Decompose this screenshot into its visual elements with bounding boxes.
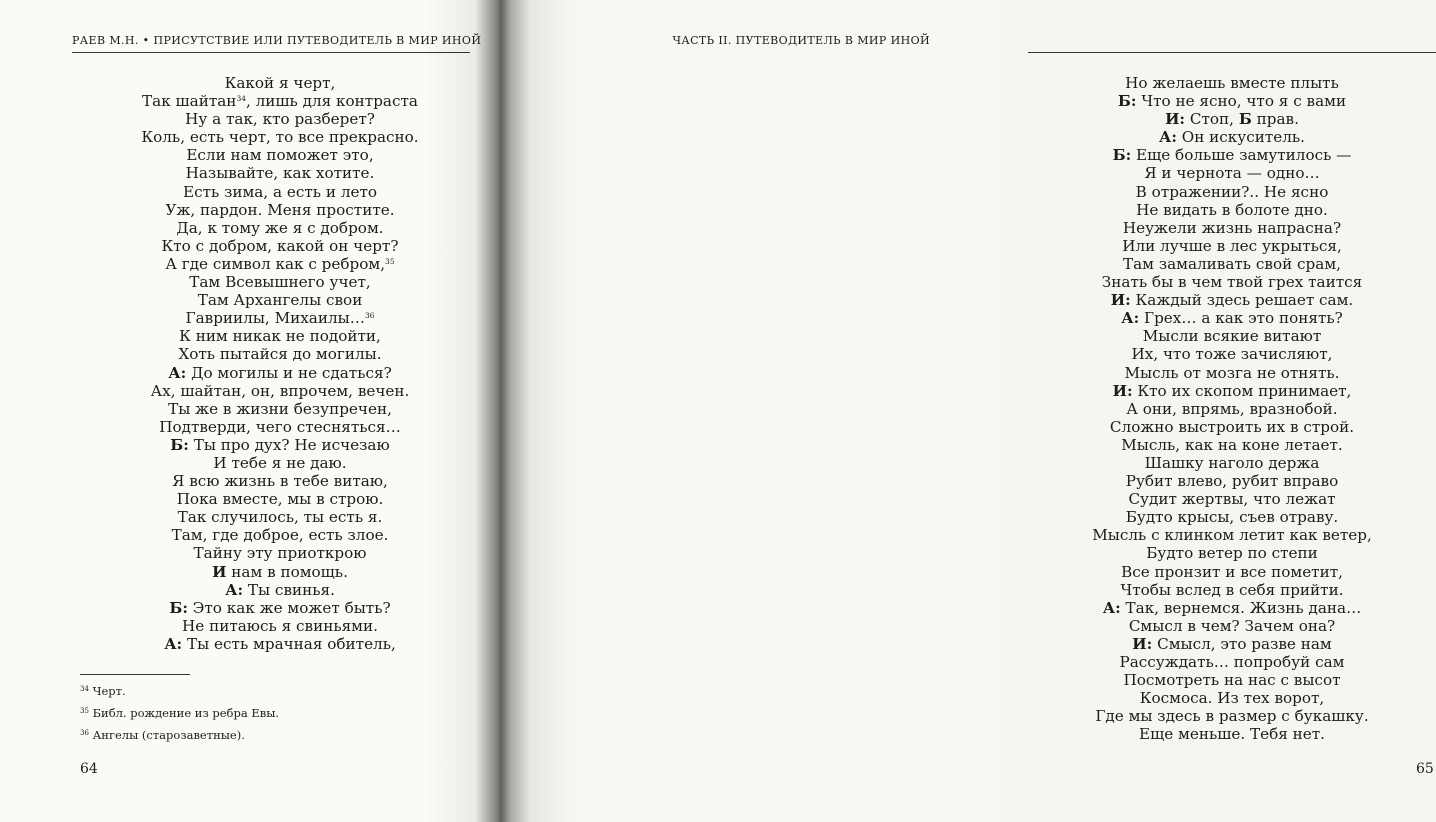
line-text: Я всю жизнь в тебе витаю, — [172, 472, 388, 491]
line-text: Рубит влево, рубит вправо — [1125, 472, 1339, 491]
footnote-text: Библ. рождение из ребра Евы. — [88, 706, 280, 720]
line-text: Пока вместе, мы в строю. — [176, 490, 384, 509]
line-text: Это как же может быть? — [187, 598, 391, 617]
verse-line — [86, 526, 474, 544]
verse-line — [86, 635, 474, 653]
line-text: Кто с добром, какой он черт? — [161, 236, 399, 255]
line-text: Все пронзит и все пометит, — [1121, 562, 1343, 581]
line-text: нам в помощь. — [226, 562, 348, 581]
line-text: А они, впрямь, вразнобой. — [1126, 399, 1338, 418]
verse-line — [86, 581, 474, 599]
line-text: Он искуситель. — [1176, 128, 1306, 147]
verse-line — [1030, 237, 1434, 255]
speaker-label: И: — [1112, 381, 1133, 400]
verse-line — [1030, 164, 1434, 182]
verse-line — [1030, 201, 1434, 219]
speaker-label: А: — [1102, 598, 1121, 617]
left-page — [0, 0, 500, 822]
line-text: Не питаюсь я свиньями. — [182, 616, 378, 635]
speaker-label: И — [212, 562, 227, 581]
line-text: Судит жертвы, что лежат — [1128, 490, 1336, 509]
verse-line — [86, 237, 474, 255]
line-text: прав. — [1251, 110, 1299, 129]
line-text: Но желаешь вместе плыть — [1125, 74, 1339, 92]
line-text: Если нам поможет это, — [186, 146, 374, 165]
line-text: Не видать в болоте дно. — [1136, 200, 1328, 219]
speaker-label: А: — [225, 580, 244, 599]
line-text: Где мы здесь в размер с букашку. — [1095, 707, 1369, 726]
verse-line — [86, 92, 474, 110]
footnote — [80, 706, 279, 721]
line-text: Что не ясно, что я с вами — [1136, 92, 1347, 111]
verse-line — [86, 508, 474, 526]
verse-line — [1030, 364, 1434, 382]
line-text: Будто крысы, съев отраву. — [1125, 508, 1339, 527]
right-page — [500, 0, 1434, 822]
speaker-label: А: — [1158, 128, 1177, 147]
line-text: Ах, шайтан, он, впрочем, вечен. — [150, 381, 410, 400]
verse-line — [1030, 508, 1434, 526]
verse-line — [1030, 255, 1434, 273]
speaker-label: А: — [168, 363, 187, 382]
verse-line — [86, 563, 474, 581]
line-text: Есть зима, а есть и лето — [182, 182, 378, 201]
footnote-ref: 35 — [385, 256, 395, 266]
verse-line — [1030, 273, 1434, 291]
verse-line — [86, 418, 474, 436]
line-text: Смысл в чем? Зачем она? — [1128, 616, 1336, 635]
line-text: Подтверди, чего стесняться… — [159, 417, 401, 436]
footnote-ref: 34 — [236, 94, 246, 104]
footnote — [80, 728, 279, 743]
verse-line — [1030, 436, 1434, 454]
line-text: Тайну эту приоткрою — [193, 544, 367, 563]
header-rule — [1028, 52, 1436, 53]
verse-line — [86, 201, 474, 219]
verse-line — [86, 255, 474, 273]
line-text: Уж, пардон. Меня простите. — [165, 200, 395, 219]
verse-line — [1030, 472, 1434, 490]
verse-line — [86, 599, 474, 617]
verse-line — [86, 183, 474, 201]
verse-line — [1030, 599, 1434, 617]
line-text: Ты про дух? Не исчезаю — [188, 435, 390, 454]
speaker-label: И: — [1132, 634, 1153, 653]
verse-line — [1030, 400, 1434, 418]
line-text: Гавриилы, Михаилы… — [185, 309, 365, 328]
line-text: Неужели жизнь напрасна? — [1122, 218, 1342, 237]
line-text: Мысль от мозга не отнять. — [1124, 363, 1340, 382]
verse-line — [1030, 128, 1434, 146]
line-text: Там Архангелы свои — [197, 291, 363, 310]
left-running-head: РАЕВ М.Н. • ПРИСУТСТВИЕ ИЛИ ПУТЕВОДИТЕЛЬ В МИР ИНОЙ — [72, 34, 482, 47]
verse-line — [86, 110, 474, 128]
line-text: Да, к тому же я с добром. — [176, 218, 384, 237]
right-running-head: ЧАСТЬ II. ПУТЕВОДИТЕЛЬ В МИР ИНОЙ — [672, 34, 930, 47]
line-text: Их, что тоже зачисляют, — [1131, 345, 1333, 364]
footnote-separator — [80, 674, 190, 675]
line-text: И тебе я не даю. — [213, 453, 347, 472]
verse-line — [1030, 635, 1434, 653]
verse-line — [86, 219, 474, 237]
verse-line — [1030, 725, 1434, 743]
footnotes — [80, 684, 279, 750]
line-text: Там замаливать свой срам, — [1123, 254, 1341, 273]
verse-line — [1030, 74, 1434, 92]
line-text: Кто их скопом принимает, — [1132, 381, 1352, 400]
poem-text — [86, 74, 474, 653]
verse-line — [86, 327, 474, 345]
verse-line — [86, 400, 474, 418]
line-text: Еще меньше. Тебя нет. — [1139, 725, 1325, 744]
speaker-label: Б: — [170, 435, 189, 454]
verse-line — [86, 128, 474, 146]
footnote-number: 34 — [80, 685, 89, 693]
page-number: 65 — [1416, 761, 1434, 777]
verse-line — [1030, 617, 1434, 635]
line-text: Грех… а как это понять? — [1139, 309, 1343, 328]
verse-line — [1030, 327, 1434, 345]
line-text: Ты свинья. — [243, 580, 335, 599]
line-text: Посмотреть на нас с высот — [1123, 671, 1341, 690]
verse-line — [86, 472, 474, 490]
line-text: Стоп, — [1185, 110, 1239, 129]
verse-line — [1030, 689, 1434, 707]
line-text: Хоть пытайся до могилы. — [178, 345, 382, 364]
line-text: Ну а так, кто разберет? — [185, 110, 375, 129]
line-text: До могилы и не сдаться? — [186, 363, 392, 382]
line-text: Ты же в жизни безупречен, — [168, 399, 392, 418]
footnote — [80, 684, 279, 699]
verse-line — [1030, 526, 1434, 544]
line-text: Каждый здесь решает сам. — [1130, 291, 1354, 310]
line-text: Называйте, как хотите. — [185, 164, 375, 183]
verse-line — [1030, 345, 1434, 363]
verse-line — [1030, 671, 1434, 689]
line-text: Чтобы вслед в себя прийти. — [1120, 580, 1344, 599]
verse-line — [86, 345, 474, 363]
verse-line — [1030, 581, 1434, 599]
line-text: Так шайтан — [142, 92, 237, 111]
verse-line — [1030, 92, 1434, 110]
verse-line — [86, 146, 474, 164]
verse-line — [86, 544, 474, 562]
verse-line — [86, 291, 474, 309]
verse-line — [1030, 563, 1434, 581]
verse-line — [1030, 418, 1434, 436]
verse-line — [1030, 146, 1434, 164]
line-text: Будто ветер по степи — [1146, 544, 1318, 563]
verse-line — [86, 364, 474, 382]
verse-line — [1030, 382, 1434, 400]
footnote-number: 35 — [80, 707, 89, 715]
line-text: Рассуждать… попробуй сам — [1119, 653, 1345, 671]
speaker-label: А: — [164, 634, 183, 653]
footnote-text: Черт. — [88, 684, 126, 698]
verse-line — [1030, 219, 1434, 237]
line-text: Так случилось, ты есть я. — [177, 508, 383, 527]
verse-line — [86, 617, 474, 635]
speaker-label: А: — [1121, 309, 1140, 328]
line-text: , лишь для контраста — [245, 92, 418, 111]
line-text: Мысль с клинком летит как ветер, — [1092, 526, 1372, 545]
verse-line — [86, 490, 474, 508]
line-text: Знать бы в чем твой грех таится — [1101, 273, 1363, 292]
line-text: Сложно выстроить их в строй. — [1109, 417, 1355, 436]
verse-line — [1030, 490, 1434, 508]
speaker-label: Б: — [1117, 92, 1137, 111]
speaker-label: Б: — [169, 598, 188, 617]
line-text: Я и чернота — одно… — [1144, 164, 1320, 183]
line-text: Космоса. Из тех ворот, — [1139, 689, 1325, 708]
verse-line — [1030, 291, 1434, 309]
verse-line — [86, 382, 474, 400]
line-text: Или лучше в лес укрыться, — [1122, 236, 1342, 255]
line-text: К ним никак не подойти, — [179, 327, 381, 346]
poem-text — [1030, 74, 1434, 743]
verse-line — [1030, 183, 1434, 201]
speaker-label: Б: — [1112, 146, 1132, 165]
line-text: Какой я черт, — [224, 74, 336, 92]
line-text: А где символ как с ребром, — [165, 254, 386, 273]
line-text: Мысли всякие витают — [1142, 327, 1322, 346]
verse-line — [1030, 653, 1434, 671]
line-text: Мысль, как на коне летает. — [1121, 435, 1343, 454]
verse-line — [86, 454, 474, 472]
verse-line — [86, 309, 474, 327]
line-text: Шашку наголо держа — [1144, 453, 1320, 472]
verse-line — [86, 164, 474, 182]
line-text: Ты есть мрачная обитель, — [182, 634, 396, 653]
verse-line — [86, 436, 474, 454]
footnote-number: 36 — [80, 729, 89, 737]
line-text: В отражении?.. Не ясно — [1135, 182, 1329, 201]
verse-line — [1030, 309, 1434, 327]
speaker-label: Б — [1238, 110, 1252, 129]
line-text: Смысл, это разве нам — [1152, 634, 1332, 653]
page-number: 64 — [80, 761, 98, 777]
verse-line — [1030, 707, 1434, 725]
verse-line — [1030, 544, 1434, 562]
verse-line — [1030, 454, 1434, 472]
line-text: Так, вернемся. Жизнь дана… — [1120, 598, 1362, 617]
line-text: Еще больше замутилось — — [1131, 146, 1352, 165]
verse-line — [1030, 110, 1434, 128]
speaker-label: И: — [1110, 291, 1131, 310]
verse-line — [86, 74, 474, 92]
line-text: Там, где доброе, есть злое. — [171, 526, 389, 545]
verse-line — [86, 273, 474, 291]
header-rule — [72, 52, 470, 53]
line-text: Там Всевышнего учет, — [189, 273, 371, 292]
speaker-label: И: — [1165, 110, 1186, 129]
line-text: Коль, есть черт, то все прекрасно. — [141, 128, 419, 147]
footnote-text: Ангелы (старозаветные). — [88, 728, 245, 742]
footnote-ref: 36 — [364, 311, 375, 321]
